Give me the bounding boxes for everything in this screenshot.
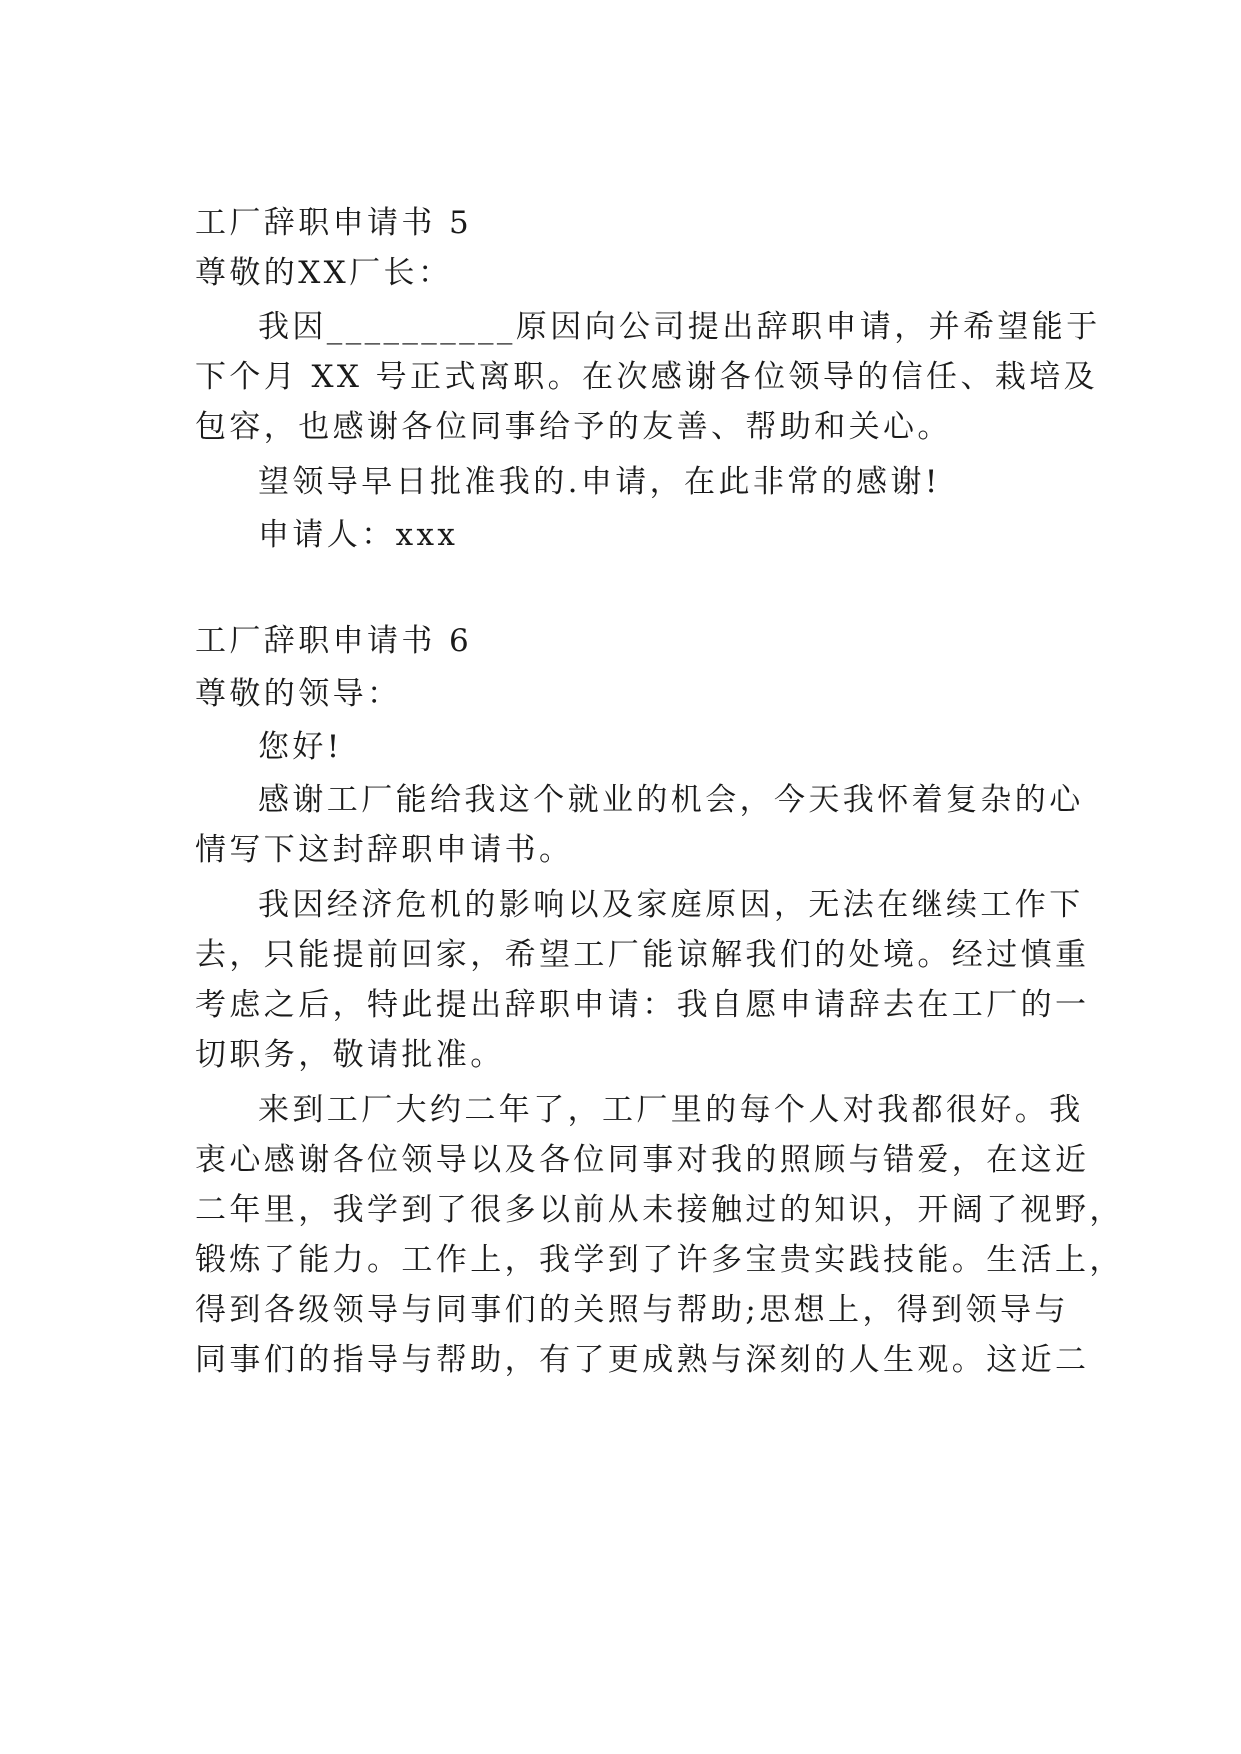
letter6-para3-line4: 锻炼了能力。工作上，我学到了许多宝贵实践技能。生活上， [195, 1242, 1124, 1278]
letter6-para3-line1: 来到工厂大约二年了，工厂里的每个人对我都很好。我 [258, 1092, 1084, 1128]
letter5-para1-line2: 下个月 XX 号正式离职。在次感谢各位领导的信任、栽培及 [195, 359, 1099, 395]
letter6-title: 工厂辞职申请书 6 [195, 623, 473, 659]
letter6-para2-line1: 我因经济危机的影响以及家庭原因，无法在继续工作下 [258, 887, 1084, 923]
letter6-para1-line2: 情写下这封辞职申请书。 [195, 832, 574, 868]
letter5-para2: 望领导早日批准我的.申请，在此非常的感谢! [258, 464, 941, 500]
letter6-para1-line1: 感谢工厂能给我这个就业的机会，今天我怀着复杂的心 [258, 782, 1084, 818]
letter5-para1-line3: 包容，也感谢各位同事给予的友善、帮助和关心。 [195, 409, 952, 445]
letter6-para3-line2: 衷心感谢各位领导以及各位同事对我的照顾与错爱，在这近 [195, 1142, 1090, 1178]
letter5-para1-line1: 我因__________原因向公司提出辞职申请，并希望能于 [258, 309, 1101, 345]
letter6-para2-line2: 去，只能提前回家，希望工厂能谅解我们的处境。经过慎重 [195, 937, 1090, 973]
letter6-para3-line5: 得到各级领导与同事们的关照与帮助;思想上，得到领导与 [195, 1292, 1069, 1328]
letter5-title: 工厂辞职申请书 5 [195, 205, 473, 241]
letter5-salutation: 尊敬的XX厂长： [195, 255, 453, 291]
letter6-para2-line3: 考虑之后，特此提出辞职申请：我自愿申请辞去在工厂的一 [195, 987, 1090, 1023]
letter6-para3-line3: 二年里，我学到了很多以前从未接触过的知识，开阔了视野， [195, 1192, 1124, 1228]
letter6-para2-line4: 切职务，敬请批准。 [195, 1037, 505, 1073]
letter5-signature: 申请人：xxx [258, 517, 459, 553]
letter6-para3-line6: 同事们的指导与帮助，有了更成熟与深刻的人生观。这近二 [195, 1342, 1090, 1378]
letter6-greeting: 您好! [258, 729, 343, 765]
letter6-salutation: 尊敬的领导： [195, 676, 402, 712]
